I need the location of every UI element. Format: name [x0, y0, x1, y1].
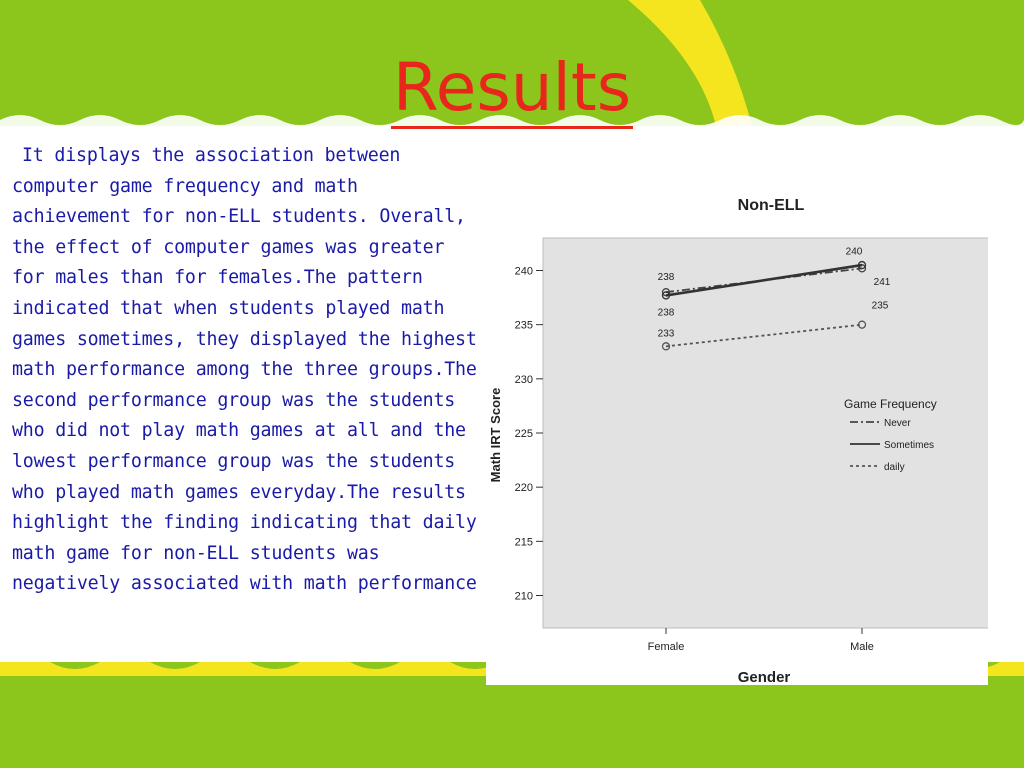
y-axis-ticks	[515, 266, 543, 603]
data-label-daily-female: 233	[657, 328, 675, 340]
data-label-never-male: 240	[845, 246, 863, 258]
x-tick-label-female: Female	[647, 641, 685, 653]
x-axis-ticks	[648, 628, 874, 653]
data-label-daily-male: 235	[871, 300, 889, 312]
chart-title: Non-ELL	[737, 197, 805, 214]
data-label-never-female: 238	[657, 272, 675, 284]
x-axis-label: Gender	[737, 669, 791, 685]
y-tick-label-240: 240	[514, 265, 533, 278]
slide-title-text: Results	[391, 49, 633, 129]
data-label-sometimes-male: 241	[873, 277, 891, 289]
legend-title: Game Frequency	[844, 397, 937, 411]
y-tick-label-235: 235	[514, 319, 533, 332]
data-label-sometimes-female: 238	[657, 307, 675, 319]
y-tick-label-215: 215	[514, 536, 533, 549]
legend-label-daily: daily	[884, 462, 905, 473]
y-tick-label-230: 230	[514, 373, 533, 386]
chart-panel	[486, 140, 988, 685]
y-tick-label-210: 210	[514, 590, 533, 603]
y-tick-label-220: 220	[514, 482, 533, 495]
y-axis-label: Math IRT Score	[488, 387, 503, 483]
slide-title	[0, 49, 1024, 126]
legend-label-never: Never	[884, 418, 911, 429]
line-chart	[486, 140, 988, 685]
legend-label-sometimes: Sometimes	[884, 440, 935, 451]
x-tick-label-male: Male	[850, 641, 874, 653]
body-paragraph: It displays the association between computer game frequency and math achievement for non-ELL students. Overall, the effect of computer games was greater for males than for females.The pattern indicated that when students played math games sometimes, they displayed the highest math performance among the three groups.The second performance group was the students who did not play math games at all and the lowest performance group was the students who played math games everyday.The results highlight the finding indicating that daily math game for non-ELL students was negatively associated with math performance	[12, 145, 477, 595]
y-tick-label-225: 225	[514, 428, 533, 440]
plot-area	[543, 238, 988, 628]
